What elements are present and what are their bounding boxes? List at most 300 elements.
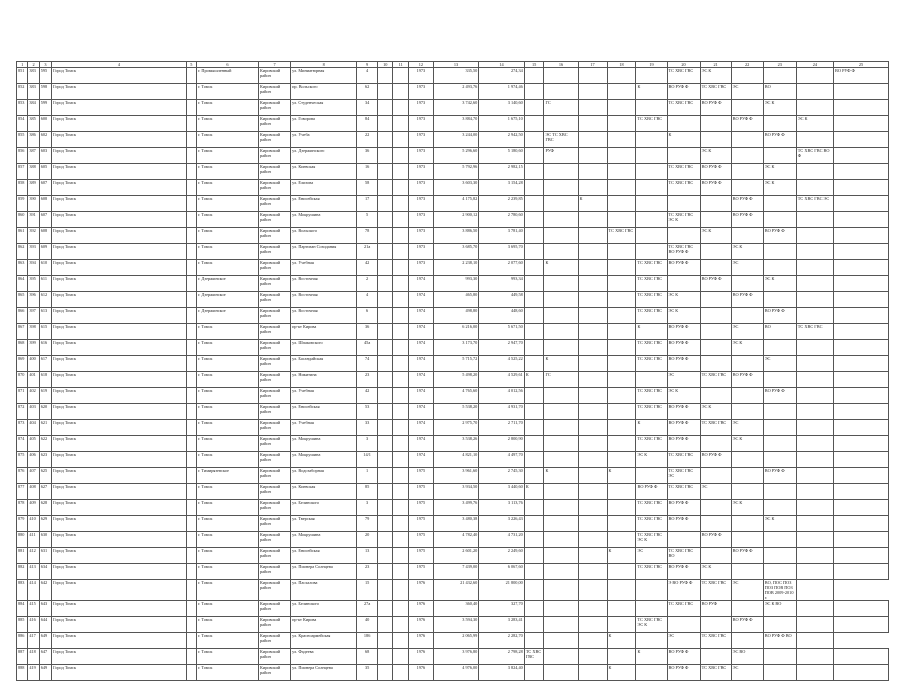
table-cell: 396	[28, 292, 39, 308]
table-cell	[544, 196, 578, 212]
table-cell	[578, 164, 607, 180]
table-cell: ул. Енисейская	[291, 404, 357, 420]
table-row	[17, 340, 889, 356]
table-cell: ул. Восточная	[291, 308, 357, 324]
table-cell	[796, 100, 833, 116]
table-cell: 2 249,60	[479, 548, 525, 564]
table-cell: К	[607, 633, 636, 649]
table-cell	[186, 100, 196, 116]
table-cell	[796, 548, 833, 564]
table-cell: ТС ХВС ГВС	[607, 228, 636, 244]
table-cell: Город Томск	[52, 564, 186, 580]
table-cell: 2 798,28	[479, 649, 525, 665]
table-cell: 186	[357, 633, 378, 649]
table-cell: ТС ХВС ГВС ЭС К	[636, 617, 667, 633]
table-cell	[186, 484, 196, 500]
table-cell: 613	[39, 308, 51, 324]
table-cell: 627	[39, 484, 51, 500]
table-cell: ТС ХВС ГВС	[636, 260, 667, 276]
table-cell	[393, 132, 409, 148]
table-cell: ЭС	[700, 484, 731, 500]
table-cell	[544, 276, 578, 292]
table-cell: г. Томск	[196, 665, 258, 681]
table-cell: 3 976,80	[433, 649, 479, 665]
table-cell: 856	[17, 148, 28, 164]
table-row	[17, 484, 889, 500]
table-cell: г. Томск	[196, 100, 258, 116]
table-cell	[796, 484, 833, 500]
table-cell: Город Томск	[52, 404, 186, 420]
table-cell: 609	[39, 244, 51, 260]
table-cell: ТС ХВС ГВС ВО	[667, 548, 700, 564]
table-cell	[377, 212, 393, 228]
table-cell: 852	[17, 84, 28, 100]
table-cell	[731, 404, 763, 420]
table-cell: 4 821,10	[433, 452, 479, 468]
table-cell	[834, 484, 889, 500]
table-cell	[393, 100, 409, 116]
table-cell: г. Томск	[196, 633, 258, 649]
table-cell: 874	[17, 436, 28, 452]
column-header: 19	[636, 62, 667, 68]
table-cell	[796, 404, 833, 420]
table-cell: 45а	[357, 340, 378, 356]
table-cell	[834, 532, 889, 548]
table-cell: 62	[357, 84, 378, 100]
table-cell	[186, 500, 196, 516]
table-cell	[763, 452, 796, 468]
table-cell: 393	[28, 244, 39, 260]
table-cell	[544, 404, 578, 420]
table-cell	[607, 580, 636, 601]
table-cell: 79	[357, 516, 378, 532]
table-cell: 1976	[409, 580, 434, 601]
table-cell: 1975	[409, 516, 434, 532]
table-cell	[186, 580, 196, 601]
table-cell	[186, 68, 196, 84]
table-cell	[377, 340, 393, 356]
table-cell: ТС ХВС ГВС	[700, 665, 731, 681]
table-cell: 2 601,20	[433, 548, 479, 564]
table-cell: г. Томск	[196, 452, 258, 468]
table-cell: 2 077,60	[479, 260, 525, 276]
table-cell	[834, 388, 889, 404]
table-cell	[393, 452, 409, 468]
table-cell	[578, 132, 607, 148]
table-cell: Кировский район	[259, 468, 291, 484]
table-cell	[524, 388, 544, 404]
column-header: 1	[17, 62, 28, 68]
table-cell: 3 440,60	[479, 484, 525, 500]
table-cell	[524, 84, 544, 100]
table-cell: 882	[17, 564, 28, 580]
column-header: 22	[731, 62, 763, 68]
table-cell: К	[636, 420, 667, 436]
column-header: 17	[578, 62, 607, 68]
table-cell	[186, 468, 196, 484]
table-cell	[796, 617, 833, 633]
table-cell	[578, 665, 607, 681]
table-cell: 15	[357, 580, 378, 601]
table-row	[17, 388, 889, 404]
table-cell	[377, 633, 393, 649]
table-cell: 401	[28, 372, 39, 388]
table-cell	[636, 580, 667, 601]
table-cell	[524, 196, 544, 212]
table-cell	[763, 665, 796, 681]
table-cell: 1	[357, 468, 378, 484]
table-cell: Кировский район	[259, 276, 291, 292]
table-cell: 630	[39, 532, 51, 548]
table-cell: 853	[17, 100, 28, 116]
table-cell: ул. Водозаборная	[291, 468, 357, 484]
table-cell: г. Томск	[196, 372, 258, 388]
table-cell: ТС ХВС ГВС	[636, 516, 667, 532]
table-cell	[524, 228, 544, 244]
table-cell: 2	[357, 276, 378, 292]
table-cell	[578, 292, 607, 308]
table-cell: 6 067,60	[479, 564, 525, 580]
table-cell	[186, 532, 196, 548]
table-cell	[544, 324, 578, 340]
table-cell	[544, 548, 578, 564]
table-row	[17, 564, 889, 580]
table-cell: 865	[17, 292, 28, 308]
table-cell	[796, 180, 833, 196]
table-cell: 3 154,28	[479, 180, 525, 196]
table-cell: г. Томск	[196, 84, 258, 100]
table-cell: г. Томск	[196, 260, 258, 276]
table-cell	[524, 244, 544, 260]
table-cell	[524, 132, 544, 148]
table-cell	[544, 564, 578, 580]
table-cell	[578, 356, 607, 372]
table-cell	[763, 116, 796, 132]
table-cell	[796, 532, 833, 548]
table-cell	[834, 564, 889, 580]
table-cell: 875	[17, 452, 28, 468]
table-cell	[544, 452, 578, 468]
table-cell: Город Томск	[52, 532, 186, 548]
table-row	[17, 244, 889, 260]
table-cell: 392	[28, 228, 39, 244]
table-cell: Город Томск	[52, 468, 186, 484]
table-cell	[763, 196, 796, 212]
table-cell: ТС ХВС ГВС	[524, 649, 544, 665]
table-cell: ТС ХВС ГВС	[636, 308, 667, 324]
table-cell	[607, 436, 636, 452]
table-cell: 3 244,00	[433, 132, 479, 148]
table-cell	[607, 164, 636, 180]
table-cell	[834, 452, 889, 468]
table-cell: ТС ХВС ГВС	[667, 601, 700, 617]
table-cell: 3 140,60	[479, 100, 525, 116]
table-cell: ВО РУФ Ф	[731, 292, 763, 308]
table-cell	[763, 484, 796, 500]
table-cell: К	[524, 484, 544, 500]
table-cell: 23	[357, 564, 378, 580]
table-row	[17, 164, 889, 180]
table-cell	[796, 68, 833, 84]
table-cell	[607, 500, 636, 516]
table-cell	[393, 68, 409, 84]
table-cell: РУФ	[544, 148, 578, 164]
table-cell: 1 974,46	[479, 84, 525, 100]
table-cell	[796, 228, 833, 244]
table-cell: 879	[17, 516, 28, 532]
table-cell: 5	[357, 212, 378, 228]
table-cell: 42	[357, 260, 378, 276]
table-cell	[524, 420, 544, 436]
table-cell	[763, 548, 796, 564]
table-cell	[834, 516, 889, 532]
table-cell: 621	[39, 420, 51, 436]
table-cell: Город Томск	[52, 436, 186, 452]
table-cell	[731, 68, 763, 84]
table-cell: 1975	[409, 484, 434, 500]
table-cell: Кировский район	[259, 244, 291, 260]
table-cell	[186, 148, 196, 164]
table-cell	[607, 356, 636, 372]
table-cell: Кировский район	[259, 84, 291, 100]
table-cell	[834, 212, 889, 228]
table-cell: 887	[17, 649, 28, 665]
table-cell: ВО РУФ Ф	[731, 548, 763, 564]
table-cell: 1974	[409, 452, 434, 468]
table-cell: ЭС	[731, 665, 763, 681]
table-cell: г. Томск	[196, 436, 258, 452]
table-cell: 4 175,82	[433, 196, 479, 212]
table-cell	[700, 500, 731, 516]
table-cell: 74	[357, 356, 378, 372]
table-cell	[700, 340, 731, 356]
table-cell	[578, 580, 607, 601]
table-cell: 861	[17, 228, 28, 244]
table-cell: ЭС К	[796, 116, 833, 132]
table-cell: 2 942,50	[479, 132, 525, 148]
table-cell	[763, 649, 796, 665]
table-row	[17, 404, 889, 420]
table-cell: 388	[28, 164, 39, 180]
table-cell: Кировский район	[259, 100, 291, 116]
table-cell: Город Томск	[52, 260, 186, 276]
table-cell: Кировский район	[259, 308, 291, 324]
table-cell	[636, 633, 667, 649]
table-cell: 1974	[409, 356, 434, 372]
table-cell	[607, 564, 636, 580]
table-cell	[607, 276, 636, 292]
table-cell	[393, 420, 409, 436]
table-cell: 649	[39, 633, 51, 649]
table-cell: 410	[28, 516, 39, 532]
table-cell: ЭС К	[763, 276, 796, 292]
table-cell: 498,80	[433, 308, 479, 324]
table-cell	[796, 308, 833, 324]
table-cell: Кировский район	[259, 180, 291, 196]
table-cell	[544, 484, 578, 500]
table-cell	[796, 516, 833, 532]
table-cell: Город Томск	[52, 132, 186, 148]
table-row	[17, 468, 889, 484]
table-cell: ВО РУФ Ф	[700, 532, 731, 548]
table-cell: 611	[39, 276, 51, 292]
table-cell: 408	[28, 484, 39, 500]
table-cell	[524, 633, 544, 649]
table-cell	[763, 564, 796, 580]
table-cell	[731, 180, 763, 196]
table-cell: 78	[357, 228, 378, 244]
table-cell: 600	[39, 116, 51, 132]
table-cell: 383	[28, 68, 39, 84]
table-cell: 407	[28, 468, 39, 484]
table-cell	[607, 148, 636, 164]
table-cell: Кировский район	[259, 148, 291, 164]
table-cell: Кировский район	[259, 228, 291, 244]
table-cell: К	[607, 665, 636, 681]
table-cell: ВО РУФ Ф	[731, 116, 763, 132]
table-cell	[524, 292, 544, 308]
table-cell	[700, 548, 731, 564]
table-cell	[796, 84, 833, 100]
table-cell: 58	[357, 180, 378, 196]
table-cell: ЭС К	[700, 404, 731, 420]
table-cell	[700, 468, 731, 484]
table-cell	[578, 484, 607, 500]
table-row	[17, 292, 889, 308]
table-cell: 644	[39, 617, 51, 633]
table-cell: ТС ХВС ГВС	[636, 404, 667, 420]
table-cell: 68	[357, 649, 378, 665]
table-cell: 881	[17, 548, 28, 564]
table-cell: 416	[28, 617, 39, 633]
table-cell: 883	[17, 580, 28, 601]
table-cell: ВО	[763, 84, 796, 100]
table-cell	[731, 484, 763, 500]
table-cell: 448,60	[479, 308, 525, 324]
column-header: 6	[196, 62, 258, 68]
table-cell: ТС ХВС ГВС	[700, 84, 731, 100]
table-cell	[834, 276, 889, 292]
table-cell	[607, 340, 636, 356]
table-cell	[393, 548, 409, 564]
table-cell: К	[636, 649, 667, 665]
table-cell: Город Томск	[52, 372, 186, 388]
table-cell: г. Томск	[196, 580, 258, 601]
table-cell: 2 975,70	[433, 420, 479, 436]
table-cell: ТС ХВС ГВС	[667, 100, 700, 116]
table-cell	[578, 468, 607, 484]
table-cell	[186, 244, 196, 260]
table-cell	[607, 649, 636, 665]
table-cell	[524, 617, 544, 633]
table-cell	[186, 564, 196, 580]
table-cell: ЭС К	[700, 564, 731, 580]
table-cell: ВО РУФ Ф	[667, 340, 700, 356]
table-cell: 863	[17, 260, 28, 276]
table-cell: пр. Вольского	[291, 84, 357, 100]
table-cell: г. Томск	[196, 228, 258, 244]
table-cell: ЭС К	[700, 148, 731, 164]
table-cell: ул. Шпаковского	[291, 340, 357, 356]
table-cell	[834, 356, 889, 372]
table-row	[17, 132, 889, 148]
table-cell	[544, 617, 578, 633]
table-cell	[578, 633, 607, 649]
table-cell: г. Томск	[196, 484, 258, 500]
table-cell: 2 947,70	[479, 340, 525, 356]
table-cell: К	[524, 372, 544, 388]
table-cell: ул. Мокрушина	[291, 532, 357, 548]
table-cell: Кировский район	[259, 484, 291, 500]
table-cell: ТС ХВС ГВС	[636, 116, 667, 132]
table-cell	[377, 580, 393, 601]
table-cell	[393, 633, 409, 649]
table-cell	[731, 601, 763, 617]
table-cell	[544, 516, 578, 532]
table-cell	[186, 633, 196, 649]
table-cell: 449,58	[479, 292, 525, 308]
table-cell: ЭС	[731, 324, 763, 340]
table-cell: Кировский район	[259, 164, 291, 180]
table-cell: Город Томск	[52, 324, 186, 340]
table-cell	[393, 372, 409, 388]
table-cell	[544, 340, 578, 356]
table-cell	[377, 132, 393, 148]
table-cell: ТС ХВС ГВС	[636, 276, 667, 292]
table-cell	[700, 260, 731, 276]
column-header: 14	[479, 62, 525, 68]
table-cell: Город Томск	[52, 164, 186, 180]
table-cell: 5 498,20	[433, 372, 479, 388]
table-cell	[578, 212, 607, 228]
table-cell	[377, 68, 393, 84]
table-cell: 5 715,72	[433, 356, 479, 372]
table-cell: 1974	[409, 308, 434, 324]
table-cell: ВО РУФ Ф	[700, 164, 731, 180]
table-cell: ул. Белинского	[291, 601, 357, 617]
table-cell: 1975	[409, 500, 434, 516]
table-cell: ВО РУФ Ф	[763, 308, 796, 324]
table-cell: 3 884,70	[433, 116, 479, 132]
table-cell	[731, 308, 763, 324]
table-cell	[377, 116, 393, 132]
table-cell: Кировский район	[259, 372, 291, 388]
table-cell: Кировский район	[259, 132, 291, 148]
table-cell: ТС ХВС ГВС	[700, 372, 731, 388]
table-cell: 616	[39, 340, 51, 356]
table-cell: ЭС К	[700, 228, 731, 244]
table-cell: г. Томск	[196, 212, 258, 228]
table-row	[17, 276, 889, 292]
table-cell	[524, 68, 544, 84]
table-cell	[186, 116, 196, 132]
table-cell	[578, 601, 607, 617]
table-cell: 13	[357, 548, 378, 564]
table-cell: ЭС К	[636, 452, 667, 468]
table-cell: ТС ХВС ГВС	[796, 324, 833, 340]
table-cell: 1974	[409, 372, 434, 388]
table-cell: Город Томск	[52, 292, 186, 308]
table-cell: ЭС К	[763, 164, 796, 180]
table-cell: г. Томск	[196, 564, 258, 580]
table-cell: К	[607, 548, 636, 564]
table-cell: ЭС К	[731, 436, 763, 452]
table-cell	[186, 340, 196, 356]
table-cell	[763, 617, 796, 633]
table-cell	[578, 436, 607, 452]
table-cell: ТС ХВС ГВС	[636, 292, 667, 308]
table-row	[17, 356, 889, 372]
